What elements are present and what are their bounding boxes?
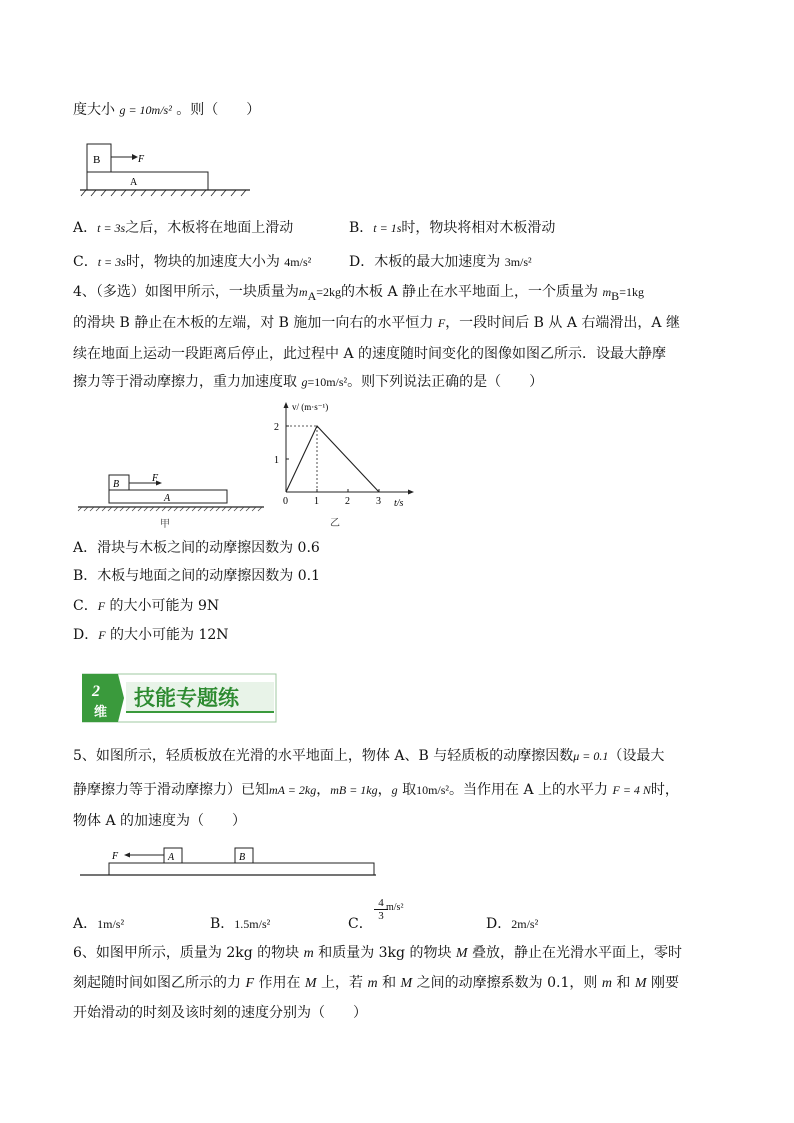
q4-opt-d-prefix: D． — [73, 627, 99, 643]
q5-force: F = 4 N — [612, 783, 651, 797]
q4-text-4b: 。则下列说法正确的是（ ） — [347, 374, 544, 390]
q6-M-symbol-2: M — [304, 976, 317, 991]
q5-figure — [78, 842, 378, 882]
q3-gravity: g = 10m/s² — [119, 103, 172, 117]
q4-text-1a: 4、（多选）如图甲所示，一块质量为 — [73, 284, 299, 300]
q4-text-2b: ，一段时间后 B 从 A 右端滑出，A 继 — [445, 315, 680, 331]
chart-caption: 乙 — [330, 518, 340, 529]
q4-text-2a: 的滑块 B 静止在木板的左端，对 B 施加一向右的水平恒力 — [73, 315, 434, 331]
chart-x-arrow — [408, 490, 414, 495]
chart-x-tick-label: 2 — [345, 496, 350, 507]
q6-text-2f: 和 — [616, 975, 631, 991]
q6-line-2 — [73, 973, 679, 994]
q3-question-end: 。则（ ） — [176, 102, 261, 118]
q5-opt-a-prefix: A． — [73, 916, 98, 932]
q3-opt-c-prefix: C． — [73, 254, 98, 270]
q4-opt-d-force: F — [98, 628, 106, 642]
q4-option-c[interactable] — [73, 596, 219, 616]
q3-figure — [78, 140, 258, 202]
q6-text-1a: 6、如图甲所示，质量为 2kg 的物块 — [73, 945, 300, 961]
chart-y-arrow — [284, 402, 289, 408]
q3-board-a — [87, 172, 208, 190]
q6-line-1 — [73, 943, 682, 964]
q6-m-symbol-2: m — [367, 976, 378, 991]
q3-option-b[interactable] — [349, 218, 555, 238]
q4-mass-sub-a: A — [307, 288, 317, 303]
q6-text-2a: 刻起随时间如图乙所示的力 — [73, 975, 241, 991]
q5-mu: μ = 0.1 — [573, 749, 609, 763]
q6-text-2g: 刚要 — [650, 975, 679, 991]
q5-label-b: B — [239, 852, 246, 863]
chart-x-tick-label: 0 — [283, 496, 288, 507]
q5-opt-b-prefix: B． — [210, 916, 235, 932]
q5-opt-a-value: 1m/s² — [97, 917, 125, 931]
q3-ground-hatch — [81, 190, 246, 196]
q4-label-b: B — [113, 479, 120, 490]
q5-text-2a: 静摩擦力等于滑动摩擦力）已知 — [73, 782, 269, 798]
q6-text-1b: 和质量为 3kg 的物块 — [318, 945, 452, 961]
q4-option-d[interactable] — [73, 625, 229, 645]
q4-gravity-symbol: g — [301, 375, 308, 389]
q5-option-b[interactable] — [210, 914, 270, 934]
q5-label-f: F — [112, 851, 119, 862]
chart-x-tick-label: 3 — [376, 496, 381, 507]
q3-opt-c-value: 4m/s² — [284, 255, 312, 269]
q4-figure-jia — [76, 470, 266, 532]
q4-text-1b: 的木板 A 静止在水平地面上，一个质量为 — [341, 284, 599, 300]
q4-mass-sub-b: B — [611, 288, 620, 303]
q4-gravity-value: =10m/s² — [307, 375, 348, 389]
q3-opt-a-prefix: A． — [73, 220, 98, 236]
q5-g-symbol: g — [391, 783, 398, 797]
q4-mass-value-b: =1kg — [619, 285, 644, 299]
q3-tail-line — [73, 100, 260, 120]
chart-series-line — [286, 426, 379, 492]
q5-opt-c-prefix: C． — [348, 916, 373, 932]
chart-ticks — [274, 422, 381, 507]
q3-option-a[interactable] — [73, 218, 293, 238]
banner-title: 技能专题练 — [134, 686, 239, 710]
q4-line-4 — [73, 372, 543, 392]
q3-opt-b-text: 时，物块将相对木板滑动 — [401, 220, 556, 236]
q5-text-1a: 5、如图所示，轻质板放在光滑的水平地面上，物体 A、B 与轻质板的动摩擦因数 — [73, 748, 574, 764]
q3-opt-d-value: 3m/s² — [504, 255, 532, 269]
chart-y-tick-label: 2 — [274, 422, 279, 433]
chart-series — [286, 426, 379, 492]
q5-opt-c-numerator: 4 — [378, 897, 384, 909]
q3-label-a: A — [130, 177, 138, 188]
q4-opt-c-force: F — [97, 599, 106, 613]
chart-x-label: t/s — [394, 498, 404, 509]
q5-line-1 — [73, 746, 664, 766]
q5-opt-b-value: 1.5m/s² — [234, 917, 271, 931]
q4-opt-c-text: 的大小可能为 9N — [105, 598, 220, 614]
q5-option-d[interactable] — [486, 914, 538, 934]
q6-text-2b: 作用在 — [258, 975, 301, 991]
q4-option-b[interactable]: B．木板与地面之间的动摩擦因数为 0.1 — [73, 568, 321, 584]
q4-caption-jia: 甲 — [160, 519, 170, 530]
q3-opt-b-prefix: B． — [349, 220, 374, 236]
q5-arrow-head — [124, 853, 130, 858]
q5-text-1b: （设最大 — [608, 748, 665, 764]
q5-opt-d-value: 2m/s² — [511, 917, 539, 931]
q6-M-symbol-3: M — [400, 976, 413, 991]
q3-opt-d-text: 木板的最大加速度为 — [374, 254, 501, 270]
q3-option-d[interactable] — [349, 252, 532, 272]
q3-opt-c-math: t = 3s — [97, 255, 126, 269]
q5-g-value: 10m/s² — [416, 783, 450, 797]
q5-text-2d: 。当作用在 A 上的水平力 — [449, 782, 609, 798]
q5-take: 取 — [397, 782, 417, 798]
q4-text-4a: 擦力等于滑动摩擦力，重力加速度取 — [73, 374, 297, 390]
q4-line-2 — [73, 313, 680, 333]
banner-sub: 维 — [94, 704, 108, 719]
q4-force-symbol: F — [437, 316, 446, 330]
q4-line-3: 续在地面上运动一段距离后停止，此过程中 A 的速度随时间变化的图像如图乙所示．设最大静摩 — [73, 346, 667, 362]
q6-M-symbol-4: M — [634, 976, 647, 991]
q4-ground-hatch — [78, 507, 262, 511]
q5-board — [109, 863, 374, 875]
q5-line-3: 物体 A 的加速度为（ ） — [73, 813, 247, 829]
q5-opt-c-denominator: 3 — [374, 909, 388, 922]
q5-opt-d-prefix: D． — [486, 916, 512, 932]
q5-mass-a: mA = 2kg — [269, 783, 317, 797]
q4-mass-symbol-b: m — [602, 285, 612, 299]
q6-F-symbol: F — [245, 976, 255, 991]
q4-label-a: A — [164, 493, 171, 504]
q6-text-2d: 和 — [382, 975, 397, 991]
chart-y-tick-label: 1 — [274, 455, 279, 466]
chart-x-tick-label: 1 — [314, 496, 319, 507]
q5-label-a: A — [168, 852, 175, 863]
q5-option-c[interactable] — [348, 914, 373, 934]
q3-opt-a-math: t = 3s — [97, 221, 126, 235]
q3-opt-c-text: 时，物块的加速度大小为 — [125, 254, 280, 270]
q6-m-symbol-3: m — [601, 976, 612, 991]
q3-opt-a-text: 之后，木板将在地面上滑动 — [125, 220, 294, 236]
q5-option-a[interactable] — [73, 914, 124, 934]
q4-mass-symbol-a: m — [298, 285, 308, 299]
q4-opt-c-prefix: C． — [73, 598, 98, 614]
q3-opt-b-math: t = 1s — [373, 221, 402, 235]
q3-label-f: F — [138, 154, 145, 165]
q5-sep: ， — [316, 782, 331, 798]
q6-text-2c: 上，若 — [321, 975, 364, 991]
q4-vt-chart — [262, 396, 422, 532]
q6-text-1c: 叠放，静止在光滑水平面上，零时 — [472, 945, 683, 961]
q5-comma: ， — [377, 782, 392, 798]
q3-opt-d-prefix: D． — [349, 254, 375, 270]
q5-opt-c-unit: m/s² — [386, 902, 404, 913]
q6-M-symbol: M — [455, 946, 468, 961]
q3-tail-text: 度大小 — [73, 102, 115, 118]
q3-label-b: B — [93, 154, 101, 166]
q6-m-symbol: m — [303, 946, 314, 961]
skill-section-banner — [82, 672, 278, 724]
q5-mass-b: mB = 1kg — [330, 783, 378, 797]
q4-line-1 — [73, 282, 644, 306]
q4-opt-d-text: 的大小可能为 12N — [105, 627, 229, 643]
q4-option-a[interactable]: A．滑块与木板之间的动摩擦因数为 0.6 — [73, 540, 320, 556]
q5-line-2 — [73, 780, 679, 800]
banner-number: 2 — [92, 683, 100, 700]
q4-label-f: F — [152, 473, 159, 484]
q5-text-2e: 时， — [650, 782, 679, 798]
q4-mass-value-a: =2kg — [316, 285, 342, 299]
q3-option-c[interactable] — [73, 252, 311, 272]
chart-y-label: v/ (m·s⁻¹) — [292, 402, 329, 412]
q6-text-2e: 之间的动摩擦系数为 0.1，则 — [416, 975, 598, 991]
q6-line-3: 开始滑动的时刻及该时刻的速度分别为（ ） — [73, 1005, 367, 1021]
